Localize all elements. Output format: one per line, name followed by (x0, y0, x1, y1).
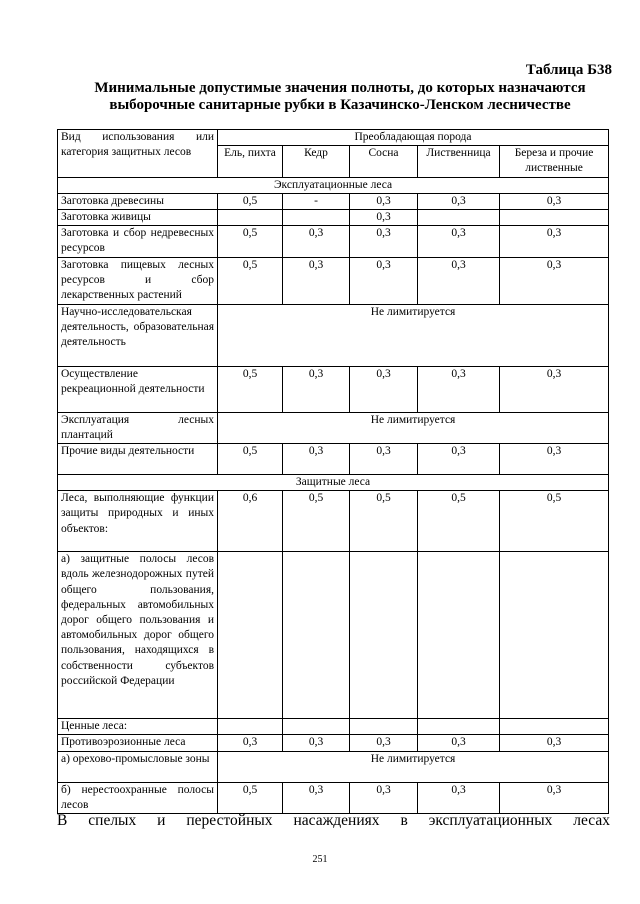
cell-value (218, 210, 283, 226)
cell-value: 0,3 (283, 735, 350, 751)
table-caption (60, 80, 620, 114)
caption-line-2: выборочные санитарные рубки в Казачинско-Ленском лесничестве (109, 97, 571, 113)
table-row (58, 444, 609, 475)
cell-empty (350, 552, 418, 719)
cell-value (500, 210, 609, 226)
page-number: 251 (312, 854, 328, 865)
table-row (58, 782, 609, 813)
cell-value: 0,3 (283, 257, 350, 304)
cell-value: 0,3 (283, 366, 350, 412)
header-species-cedar: Кедр (283, 146, 350, 177)
section-exploitation-forests: Эксплуатационные леса (58, 177, 609, 193)
table-row (58, 751, 609, 782)
cell-empty (500, 552, 609, 719)
cell-empty (500, 719, 609, 735)
cell-value: 0,5 (218, 782, 283, 813)
row-name: а) орехово-промысловые зоны (58, 751, 218, 782)
header-species-birch-other: Береза и прочие лиственные (500, 146, 609, 177)
cell-value: 0,3 (418, 366, 500, 412)
cell-empty (418, 719, 500, 735)
row-name: Заготовка живицы (58, 210, 218, 226)
cell-empty (218, 719, 283, 735)
row-name: а) защитные полосы лесов вдоль железнодорожных путей общего пользования, федеральных автомобильных дорог общего пользования и автомобильных дорог общего пользования, находящихся в собственности субъектов российской Федерации (58, 552, 218, 719)
row-name: Заготовка и сбор недревесных ресурсов (58, 226, 218, 257)
row-name: б) нерестоохранные полосы лесов (58, 782, 218, 813)
cell-value: 0,3 (500, 782, 609, 813)
row-name: Осуществление рекреационной деятельности (58, 366, 218, 412)
cell-value: 0,3 (500, 193, 609, 209)
table-row (58, 226, 609, 257)
cell-value: 0,3 (350, 193, 418, 209)
cell-value: 0,5 (218, 444, 283, 475)
table-row (58, 193, 609, 209)
cell-value: 0,3 (350, 366, 418, 412)
caption-line-1: Минимальные допустимые значения полноты, до которых назначаются (94, 80, 586, 96)
cell-value: 0,3 (350, 226, 418, 257)
table-number-label: Таблица Б38 (525, 62, 612, 78)
polnota-table (57, 129, 609, 814)
row-name: Ценные леса: (58, 719, 218, 735)
section-protective-forests: Защитные леса (58, 475, 609, 491)
cell-value: 0,3 (500, 735, 609, 751)
row-name: Научно-исследовательская деятельность, образовательная деятельность (58, 304, 218, 366)
cell-value: 0,6 (218, 491, 283, 552)
cell-value: 0,3 (350, 444, 418, 475)
row-name: Заготовка древесины (58, 193, 218, 209)
cell-value: 0,5 (218, 193, 283, 209)
cell-value: 0,3 (500, 226, 609, 257)
cell-value: 0,3 (418, 782, 500, 813)
cell-value: 0,3 (218, 735, 283, 751)
table-row (58, 412, 609, 443)
table-row (58, 719, 609, 735)
table-row (58, 210, 609, 226)
cell-value: 0,3 (418, 193, 500, 209)
header-species-spruce-fir: Ель, пихта (218, 146, 283, 177)
cell-value: 0,5 (500, 491, 609, 552)
table-row (58, 366, 609, 412)
cell-empty (283, 719, 350, 735)
table-row (58, 735, 609, 751)
row-name: Прочие виды деятельности (58, 444, 218, 475)
cell-value: 0,3 (418, 257, 500, 304)
table-row (58, 552, 609, 719)
table-row (58, 257, 609, 304)
cell-value: 0,5 (218, 226, 283, 257)
row-name: Противоэрозионные леса (58, 735, 218, 751)
cell-value: 0,3 (283, 782, 350, 813)
cell-value: 0,3 (350, 257, 418, 304)
cell-value: 0,5 (418, 491, 500, 552)
not-limited-note: Не лимитируется (218, 412, 609, 443)
cell-value: 0,3 (350, 735, 418, 751)
cell-empty (218, 552, 283, 719)
cell-value: - (283, 193, 350, 209)
table-row (58, 304, 609, 366)
cell-value: 0,3 (500, 257, 609, 304)
cell-value (283, 210, 350, 226)
header-usage-type: Вид использования или категория защитных лесов (58, 130, 218, 178)
row-name: Леса, выполняющие функции защиты природных и иных объектов: (58, 491, 218, 552)
cell-value: 0,5 (283, 491, 350, 552)
row-name: Заготовка пищевых лесных ресурсов и сбор лекарственных растений (58, 257, 218, 304)
cell-value: 0,5 (218, 257, 283, 304)
cell-value: 0,3 (418, 444, 500, 475)
cell-empty (418, 552, 500, 719)
cell-value: 0,3 (418, 226, 500, 257)
header-species-pine: Сосна (350, 146, 418, 177)
not-limited-note: Не лимитируется (218, 304, 609, 366)
cell-value: 0,3 (283, 444, 350, 475)
cell-value: 0,3 (283, 226, 350, 257)
cell-empty (350, 719, 418, 735)
cell-value: 0,3 (350, 210, 418, 226)
cell-value: 0,3 (500, 366, 609, 412)
cell-value: 0,5 (350, 491, 418, 552)
cell-empty (283, 552, 350, 719)
cell-value: 0,3 (500, 444, 609, 475)
row-name: Эксплуатация лесных плантаций (58, 412, 218, 443)
cell-value: 0,5 (218, 366, 283, 412)
cell-value: 0,3 (418, 735, 500, 751)
header-species-larch: Лиственница (418, 146, 500, 177)
header-prevailing-species: Преобладающая порода (218, 130, 609, 146)
table-row (58, 491, 609, 552)
not-limited-note: Не лимитируется (218, 751, 609, 782)
cell-value: 0,3 (350, 782, 418, 813)
cell-value (418, 210, 500, 226)
body-paragraph: В спелых и перестойных насаждениях в эксплуатационных лесах (57, 812, 610, 829)
